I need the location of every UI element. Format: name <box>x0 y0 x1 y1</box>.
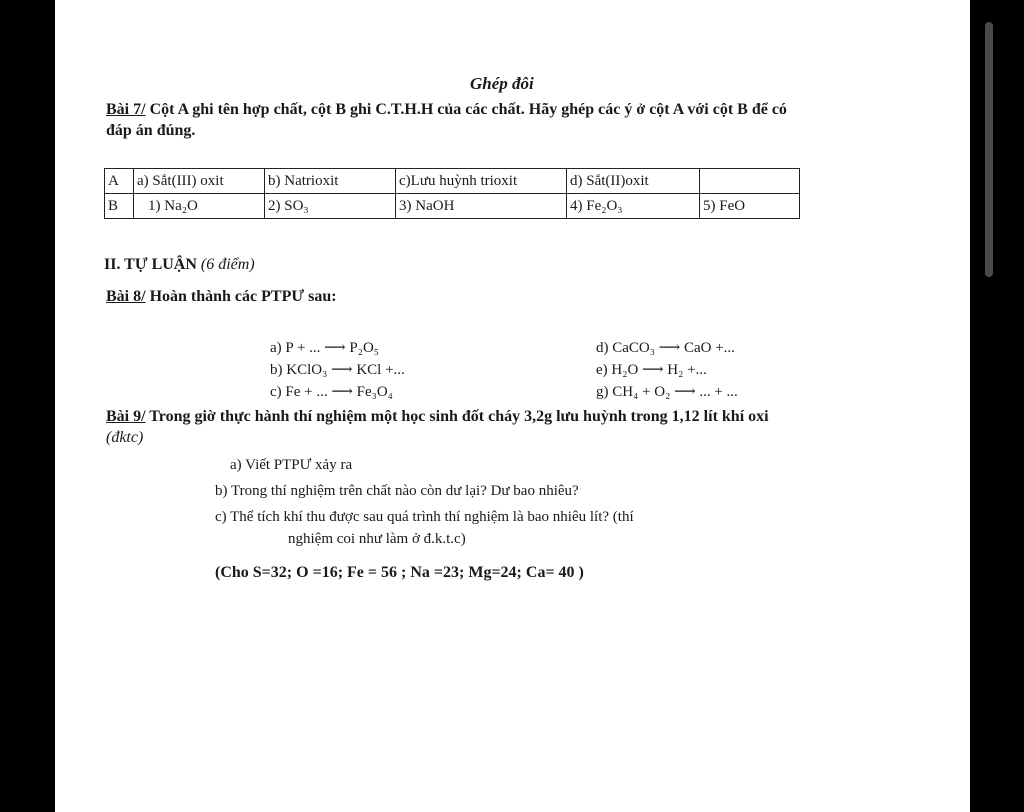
table-cell: c)Lưu huỳnh trioxit <box>396 169 567 194</box>
table-row-b <box>105 194 800 219</box>
table-cell: b) Natrioxit <box>265 169 396 194</box>
equation-d: d) CaCO₃ ⟶ CaO +... <box>596 340 735 356</box>
exercise-9-item-c-line1: c) Thể tích khí thu được sau quá trình thí nghiệm là bao nhiêu lít? (thí <box>215 509 634 525</box>
table-cell: a) Sắt(III) oxit <box>134 169 265 194</box>
table-cell: B <box>105 194 134 219</box>
exercise-9-item-b: b) Trong thí nghiệm trên chất nào còn dư lại? Dư bao nhiêu? <box>215 483 579 499</box>
equation-a: a) P + ... ⟶ P₂O₅ <box>270 340 380 356</box>
table-cell: A <box>105 169 134 194</box>
equation-e: e) H₂O ⟶ H₂ +... <box>596 362 707 378</box>
exercise-9-text: Trong giờ thực hành thí nghiệm một học sinh đốt cháy 3,2g lưu huỳnh trong 1,12 lít khí oxi <box>145 408 769 425</box>
atomic-masses-given: (Cho S=32; O =16; Fe = 56 ; Na =23; Mg=24; Ca= 40 ) <box>215 564 584 581</box>
table-cell: 3) NaOH <box>396 194 567 219</box>
table-cell: d) Sắt(II)oxit <box>567 169 700 194</box>
exercise-9-condition: (đktc) <box>106 429 144 446</box>
section-points: (6 điểm) <box>200 256 255 273</box>
exercise-8-text: Hoàn thành các PTPƯ sau: <box>145 288 337 305</box>
table-cell <box>700 169 800 194</box>
table-cell: 1) Na₂O <box>134 194 265 219</box>
table-row-a <box>105 169 800 194</box>
equation-b: b) KClO₃ ⟶ KCl +... <box>270 362 405 378</box>
exercise-7-prompt <box>106 99 806 141</box>
equation-g: g) CH₄ + O₂ ⟶ ... + ... <box>596 384 738 400</box>
section-title-text: II. TỰ LUẬN <box>104 256 201 273</box>
exercise-8-prompt <box>106 288 337 306</box>
matching-table <box>104 168 800 219</box>
scrollbar[interactable] <box>985 22 993 277</box>
exercise-8-label: Bài 8/ <box>106 288 146 305</box>
exercise-7-text: Cột A ghi tên hợp chất, cột B ghi C.T.H.H của các chất. Hãy ghép các ý ở cột A với cột B để có đáp án đúng. <box>106 101 787 139</box>
table-cell: 4) Fe₂O₃ <box>567 194 700 219</box>
table-cell: 5) FeO <box>700 194 800 219</box>
exercise-9-label: Bài 9/ <box>106 408 146 425</box>
exercise-9-prompt <box>106 406 806 448</box>
exercise-7-label: Bài 7/ <box>106 101 146 118</box>
exercise-9-item-c-line2: nghiệm coi như làm ở đ.k.t.c) <box>288 531 466 547</box>
section-title <box>104 256 255 274</box>
exercise-9-item-a: a) Viết PTPƯ xảy ra <box>230 457 353 473</box>
table-cell: 2) SO₃ <box>265 194 396 219</box>
worksheet-heading: Ghép đôi <box>470 74 534 93</box>
equation-c: c) Fe + ... ⟶ Fe₃O₄ <box>270 384 393 400</box>
